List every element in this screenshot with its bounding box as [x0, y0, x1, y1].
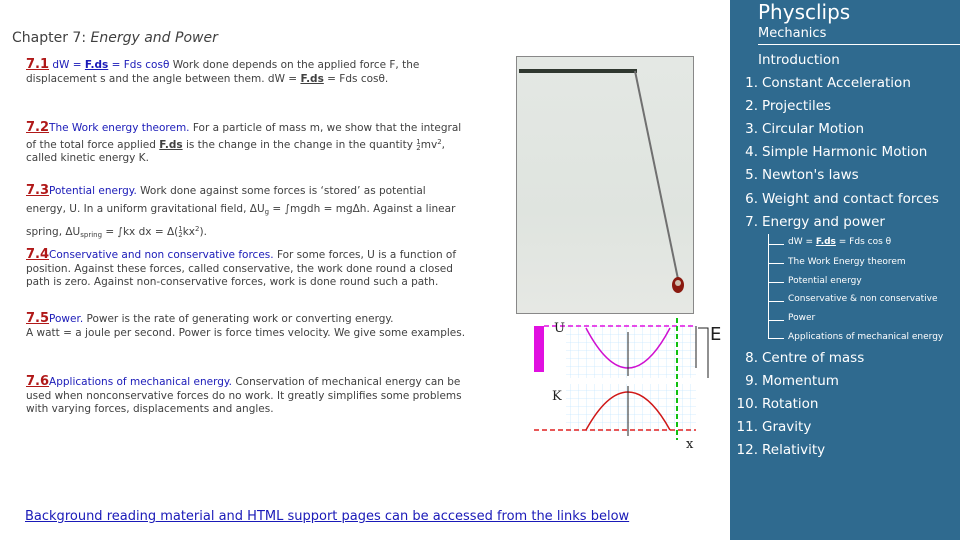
section-heading-link[interactable]: Power.	[49, 313, 84, 325]
section-number[interactable]: 7.6	[26, 374, 50, 389]
pendulum-video[interactable]	[516, 56, 694, 314]
section-7-1	[26, 58, 501, 86]
section-7-2	[26, 121, 501, 166]
section-text: For a particle of mass m, we show that the integral	[192, 122, 462, 134]
section-text: used when nonconservative forces do no work. It greatly simplifies some problems	[26, 389, 462, 402]
subnav-item-conservative[interactable]: Conservative & non conservative	[788, 294, 938, 304]
section-text: path is zero. Against non-conservative forces, work is done round such a path.	[26, 276, 439, 288]
sidebar-item-9[interactable]: 9. Momentum	[745, 373, 839, 389]
section-number[interactable]: 7.2	[26, 120, 50, 135]
section-text: Conservation of mechanical energy can be	[235, 376, 461, 388]
section-heading-link[interactable]: Potential energy.	[49, 185, 137, 197]
energy-bar	[534, 326, 544, 372]
section-text: spring, $\Delta U_{spring} = \int kx$ dx = Δ(1 $2kx^2$).	[26, 225, 207, 239]
subnav-line	[768, 234, 769, 338]
sidebar-item-introduction[interactable]: Introduction	[758, 52, 840, 68]
subnav-item-applications[interactable]: Applications of mechanical energy	[788, 332, 944, 342]
section-text: of the total force applied F.ds is the change in the change in the quantity 1 $2mv^2$,	[26, 137, 446, 152]
section-text: position. Against these forces, called conservative, the work done round a closed	[26, 262, 453, 275]
section-text: Work done depends on the applied force F, the	[172, 59, 420, 71]
brand-divider	[758, 44, 960, 45]
sidebar-item-2[interactable]: 2. Projectiles	[745, 98, 832, 114]
section-heading-link[interactable]: The Work energy theorem.	[49, 122, 190, 134]
sidebar-item-6[interactable]: 6. Weight and contact forces	[745, 191, 939, 207]
section-text: A watt = a joule per second. Power is force times velocity. We give some examples.	[26, 326, 466, 339]
sidebar-item-11[interactable]: 11. Gravity	[736, 419, 812, 435]
e-label: E	[710, 324, 722, 345]
sidebar-item-3[interactable]: 3. Circular Motion	[745, 121, 865, 137]
sidebar-item-5[interactable]: 5. Newton's laws	[745, 167, 859, 183]
section-number[interactable]: 7.4	[26, 247, 50, 262]
section-7-5	[26, 312, 501, 340]
section-text: displacement s and the angle between them. dW = F.ds = Fds cosθ.	[26, 72, 389, 85]
sidebar-item-7[interactable]: 7. Energy and power	[745, 214, 885, 230]
section-text: Power is the rate of generating work or converting energy.	[86, 313, 394, 325]
subnav-item-work-energy-theorem[interactable]: The Work Energy theorem	[788, 257, 906, 267]
subnav-item-potential-energy[interactable]: Potential energy	[788, 276, 862, 286]
section-7-6	[26, 375, 501, 417]
section-text: energy, U. In a uniform gravitational field, $\Delta U_g$ = ∫mgdh = mgΔh. Against a linear	[26, 202, 456, 216]
background-reading-link[interactable]: Background reading material and HTML support pages can be accessed from the links below	[25, 509, 630, 524]
section-number[interactable]: 7.5	[26, 311, 50, 326]
k-label: K	[552, 389, 562, 404]
section-text: Work done against some forces is ‘stored’ as potential	[140, 185, 426, 197]
page-title	[12, 30, 218, 46]
section-text: with varying forces, displacements and angles.	[26, 403, 274, 415]
sidebar-item-12[interactable]: 12. Relativity	[736, 442, 826, 458]
subnav-item-power[interactable]: Power	[788, 313, 816, 323]
chapter-name: Energy and Power	[90, 30, 218, 46]
sidebar-item-1[interactable]: 1. Constant Acceleration	[745, 75, 911, 91]
subnav-item-work[interactable]: dW = F.ds = Fds cos θ	[788, 237, 892, 247]
u-label: U	[554, 321, 565, 336]
x-label: x	[686, 437, 694, 452]
section-7-3	[26, 184, 501, 243]
section-heading-link[interactable]: dW = F.ds = Fds cosθ	[52, 59, 170, 71]
section-heading-link[interactable]: Applications of mechanical energy.	[49, 376, 232, 388]
section-heading-link[interactable]: Conservative and non conservative forces.	[49, 249, 274, 261]
sidebar-item-10[interactable]: 10. Rotation	[736, 396, 819, 412]
brand-title[interactable]: Physclips	[758, 0, 851, 24]
sidebar-item-4[interactable]: 4. Simple Harmonic Motion	[745, 144, 928, 160]
sidebar	[730, 0, 960, 540]
brand-subtitle[interactable]: Mechanics	[758, 26, 827, 41]
chapter-prefix: Chapter 7:	[12, 30, 91, 46]
energy-diagram	[530, 318, 730, 458]
energy-bracket	[698, 328, 708, 378]
section-number[interactable]: 7.3	[26, 183, 50, 198]
section-text: For some forces, U is a function of	[276, 249, 457, 261]
section-number[interactable]: 7.1	[26, 57, 50, 72]
section-7-4	[26, 248, 501, 290]
sidebar-item-8[interactable]: 8. Centre of mass	[745, 350, 865, 366]
pendulum-video-frame	[517, 57, 695, 315]
section-text: called kinetic energy K.	[26, 152, 149, 164]
